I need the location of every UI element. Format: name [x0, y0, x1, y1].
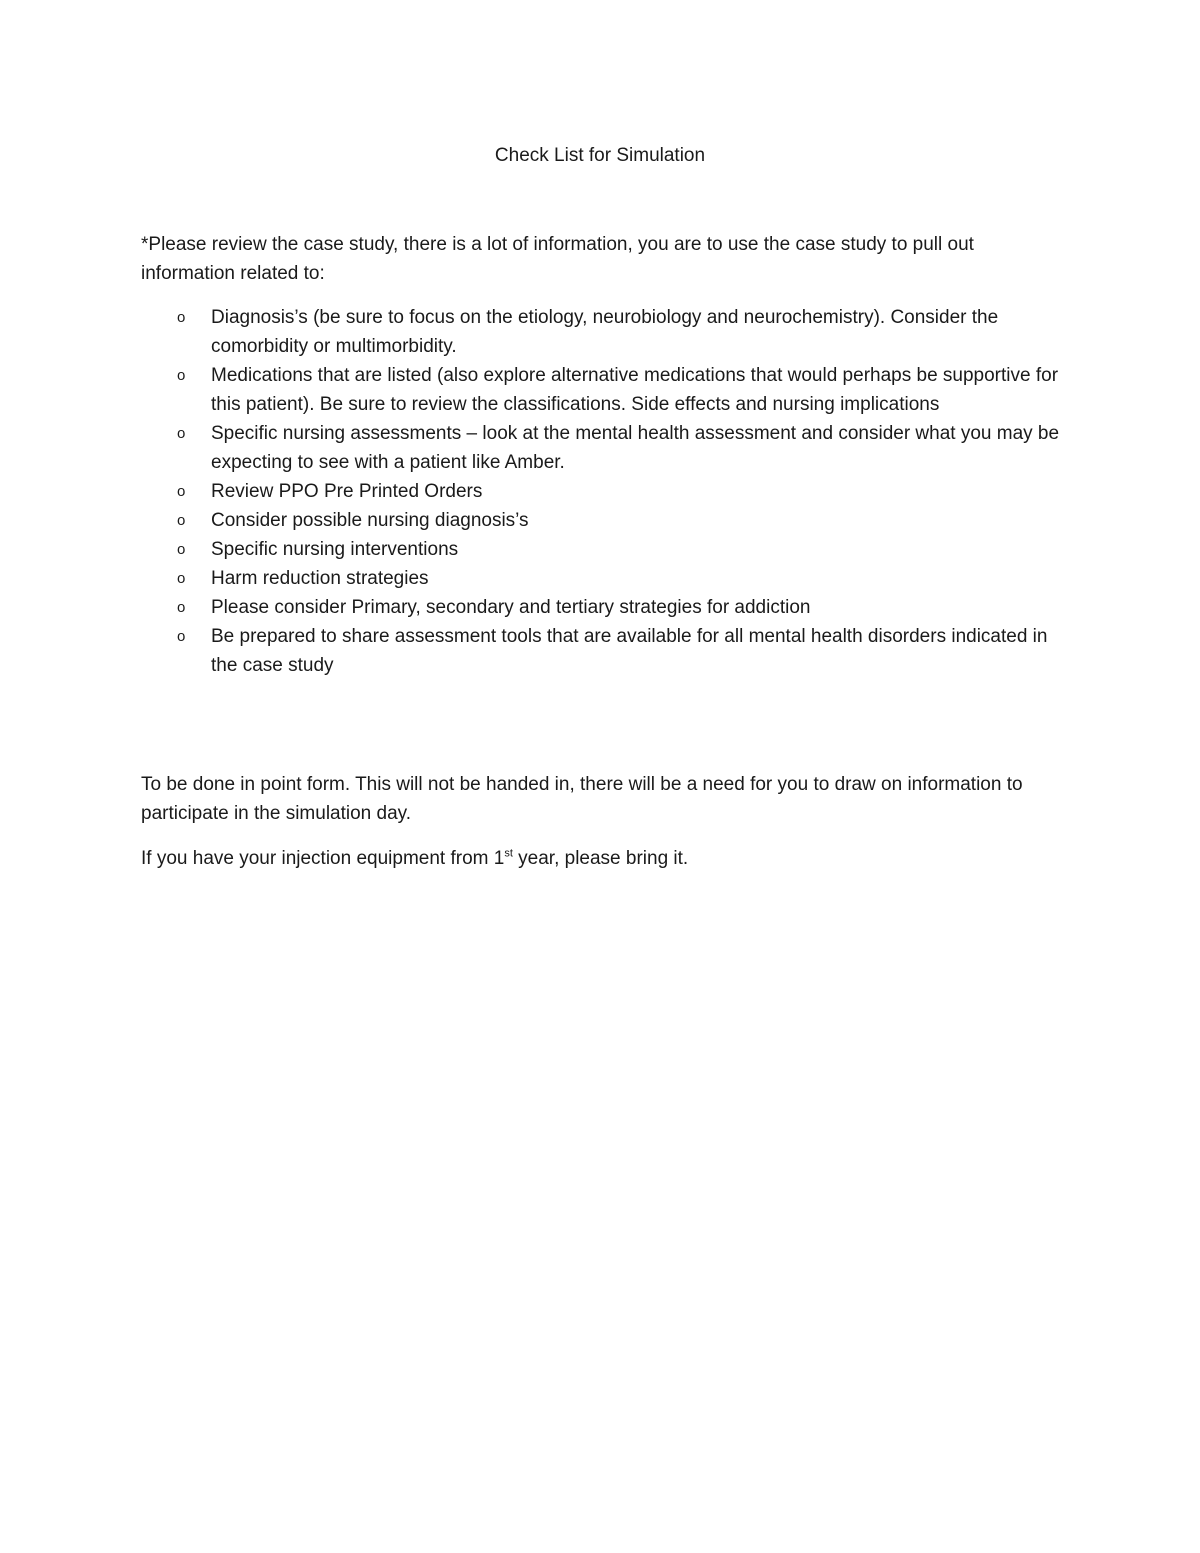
bullet-icon: o: [177, 628, 186, 645]
list-item-text: Be prepared to share assessment tools that are available for all mental health disorders indicated in the case study: [211, 626, 1048, 676]
list-item: [141, 506, 1071, 535]
bullet-icon: o: [177, 309, 186, 326]
equipment-note: [141, 844, 1071, 873]
bullet-icon: o: [177, 570, 186, 587]
list-item: [141, 361, 1071, 419]
equipment-note-end: year, please bring it.: [512, 848, 689, 869]
list-item: [141, 564, 1071, 593]
point-form-note: To be done in point form. This will not be handed in, there will be a need for you to draw on information to participate in the simulation day.: [141, 774, 1023, 824]
bullet-icon: o: [177, 599, 186, 616]
list-item-text: Specific nursing assessments – look at the mental health assessment and consider what you may be expecting to see with a patient like Amber.: [211, 423, 1060, 473]
list-item-text: Please consider Primary, secondary and tertiary strategies for addiction: [211, 597, 811, 618]
ordinal-superscript: st: [504, 847, 513, 860]
list-item: [141, 303, 1071, 361]
list-item: [141, 535, 1071, 564]
list-item-text: Review PPO Pre Printed Orders: [211, 481, 483, 502]
bullet-icon: o: [177, 425, 186, 442]
list-item: [141, 593, 1071, 622]
equipment-note-start: If you have your injection equipment from 1: [141, 848, 505, 869]
page-title: Check List for Simulation: [494, 145, 706, 166]
list-item-text: Medications that are listed (also explore alternative medications that would perhaps be supportive for this patient). Be sure to review the classifications. Side effects and nursing implications: [211, 365, 1059, 415]
list-item-text: Specific nursing interventions: [211, 539, 459, 560]
list-item-text: Diagnosis’s (be sure to focus on the etiology, neurobiology and neurochemistry). Consider the comorbidity or multimorbidity.: [211, 307, 999, 357]
checklist: [141, 303, 1071, 680]
intro-paragraph: *Please review the case study, there is a lot of information, you are to use the case study to pull out information related to:: [141, 234, 974, 284]
list-item-text: Consider possible nursing diagnosis’s: [211, 510, 529, 531]
list-item: [141, 419, 1071, 477]
list-item-text: Harm reduction strategies: [211, 568, 429, 589]
bullet-icon: o: [177, 541, 186, 558]
bullet-icon: o: [177, 483, 186, 500]
list-item: [141, 477, 1071, 506]
bullet-icon: o: [177, 512, 186, 529]
bullet-icon: o: [177, 367, 186, 384]
list-item: [141, 622, 1071, 680]
